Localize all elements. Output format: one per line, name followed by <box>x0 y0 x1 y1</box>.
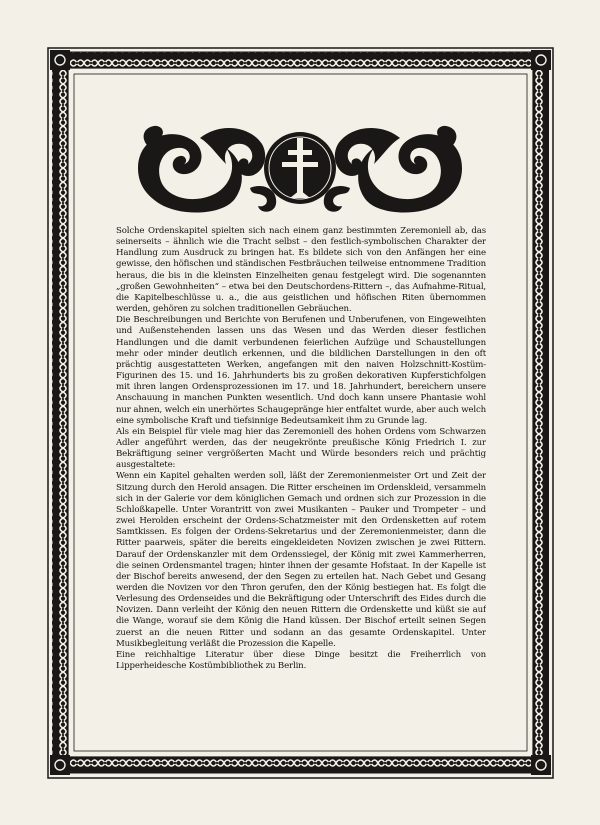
paragraph: Solche Ordenskapitel spielten sich nach einem ganz bestimmten Zeremoniell ab, das seinerseits – ähnlich wie die Tracht selbst – den festlich-symbolischen Charakter der Handlung zum Ausdruck zu bringen hat. Es bildete sich von den Anfängen her eine gewisse, den höfischen und ständischen Festbräuchen teilweise entnommene Tradition heraus, die bis in die kleinsten Einzelheiten genau festgelegt wird. Die sogenannten „großen Gewohnheiten“ – etwa bei den Deutschordens-Rittern –, das Aufnahme-Ritual, die Kapitelbeschlüsse u. a., die aus geistlichen und höfischen Riten übernommen werden, gehören zu solchen traditionellen Gebräuchen. <box>116 226 486 315</box>
paragraph: Als ein Beispiel für viele mag hier das Zeremoniell des hohen Ordens vom Schwarzen Adler angeführt werden, das der neugekrönte preußische König Friedrich I. zur Bekräftigung seiner vergrößerten Macht und Würde besonders reich und prächtig ausgestaltete: <box>116 426 486 471</box>
paragraph: Eine reichhaltige Literatur über diese Dinge besitzt die Freiherrlich von Lipperheidesche Kostümbibliothek zu Berlin. <box>116 649 486 672</box>
ornamental-headpiece <box>130 118 470 216</box>
paragraph: Wenn ein Kapitel gehalten werden soll, läßt der Zeremonienmeister Ort und Zeit der Sitzung durch den Herold ansagen. Die Ritter erscheinen im Ordenskleid, versammeln sich in der Galerie vor dem königlichen Gemach und ordnen sich zur Prozession in die Schloßkapelle. Unter Vorantritt von zwei Musikanten – Pauker und Trompeter – und zwei Herolden erscheint der Ordens-Schatzmeister mit den Ordensketten auf rotem Samtkissen. Es folgen der Ordens-Sekretarius und der Zeremonienmeister, dann die Ritter paarweis, später die bereits eingekleideten Novizen zwischen je zwei Rittern. Darauf der Ordenskanzler mit dem Ordenssiegel, der König mit zwei Kammerherren, die seinen Ordensmantel tragen; hinter ihnen der gesamte Hofstaat. In der Kapelle ist der Bischof bereits anwesend, der den Segen zu erteilen hat. Nach Gebet und Gesang werden die Novizen vor den Thron gerufen, den der König bestiegen hat. Es folgt die Verlesung des Ordenseides und die Bekräftigung oder Unterschrift des Eides durch die Novizen. Dann verleiht der König den neuen Rittern die Ordenskette und küßt sie auf die Wange, worauf sie dem König die Hand küssen. Der Bischof erteilt seinen Segen zuerst an die neuen Ritter und sodann an das gesamte Ordenskapitel. Unter Musikbegleitung verläßt die Prozession die Kapelle. <box>116 471 486 649</box>
paragraph: Die Beschreibungen und Berichte von Berufenen und Unberufenen, von Eingeweihten und Außenstehenden lassen uns das Wesen und das Werden dieser festlichen Handlungen und die damit verbundenen feierlichen Aufzüge und Schaustellungen mehr oder minder deutlich erkennen, und die bildlichen Darstellungen in den oft prächtig ausgestatteten Werken, angefangen mit den naiven Holzschnitt-Kostüm-Figurinen des 15. und 16. Jahrhunderts bis zu großen dekorativen Kupferstichfolgen mit ihren langen Ordensprozessionen im 17. und 18. Jahrhundert, bereichern unsere Anschauung in manchen Punkten wesentlich. Und doch kann unsere Phantasie wohl nur ahnen, welch ein unerhörtes Schaugepränge hier entfaltet wurde, aber auch welch eine symbolische Kraft und tiefsinnige Bedeutsamkeit ihm zu Grunde lag. <box>116 315 486 426</box>
patriarchal-cross-icon <box>264 132 336 204</box>
body-text <box>116 226 486 700</box>
